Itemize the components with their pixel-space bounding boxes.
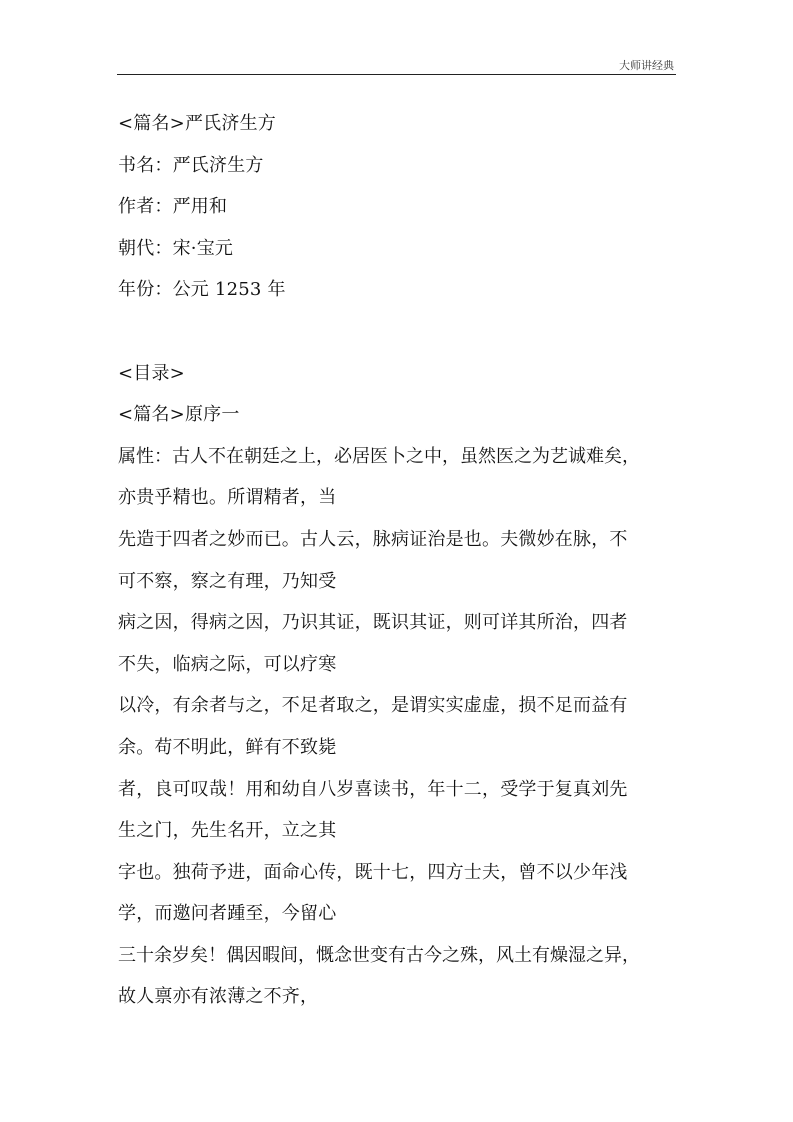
paragraph-line: 病之因，得病之因，乃识其证，既识其证，则可详其所治，四者 [118, 612, 628, 634]
paragraph-line: 余。苟不明此，鲜有不致毙 [118, 736, 337, 758]
book-name: 书名：严氏济生方 [118, 154, 264, 176]
section-title: <篇名>原序一 [118, 404, 240, 426]
paragraph-line: 先造于四者之妙而已。古人云，脉病证治是也。夫微妙在脉，不 [118, 528, 628, 550]
paragraph-line: 生之门，先生名开，立之其 [118, 820, 337, 842]
chapter-tag: <篇名>严氏济生方 [118, 113, 276, 134]
paragraph-line: 三十余岁矣！偶因暇间，慨念世变有古今之殊，风土有燥湿之异， [118, 944, 640, 966]
year: 年份：公元 1253 年 [118, 279, 286, 301]
document-body [118, 103, 680, 1018]
paragraph-line: 者，良可叹哉！用和幼自八岁喜读书，年十二，受学于复真刘先 [118, 778, 628, 800]
paragraph-line: 属性：古人不在朝廷之上，必居医卜之中，虽然医之为艺诚难矣， [118, 445, 640, 467]
author: 作者：严用和 [118, 196, 228, 218]
paragraph-line: 亦贵乎精也。所谓精者，当 [118, 487, 337, 509]
page-header [117, 54, 676, 75]
dynasty: 朝代：宋·宝元 [118, 237, 234, 259]
paragraph-line: 字也。独荷予进，面命心传，既十七，四方士夫，曾不以少年浅 [118, 861, 628, 883]
spacer [118, 311, 680, 353]
paragraph-line: 不失，临病之际，可以疗寒 [118, 653, 337, 675]
paragraph-line: 学，而邀问者踵至，今留心 [118, 903, 337, 925]
paragraph-line: 可不察，察之有理，乃知受 [118, 570, 337, 592]
paragraph-line: 以冷，有余者与之，不足者取之，是谓实实虚虚，损不足而益有 [118, 695, 628, 717]
paragraph-line: 故人禀亦有浓薄之不齐， [118, 986, 319, 1008]
toc-label: <目录> [118, 362, 185, 384]
header-title: 大师讲经典 [619, 59, 674, 72]
